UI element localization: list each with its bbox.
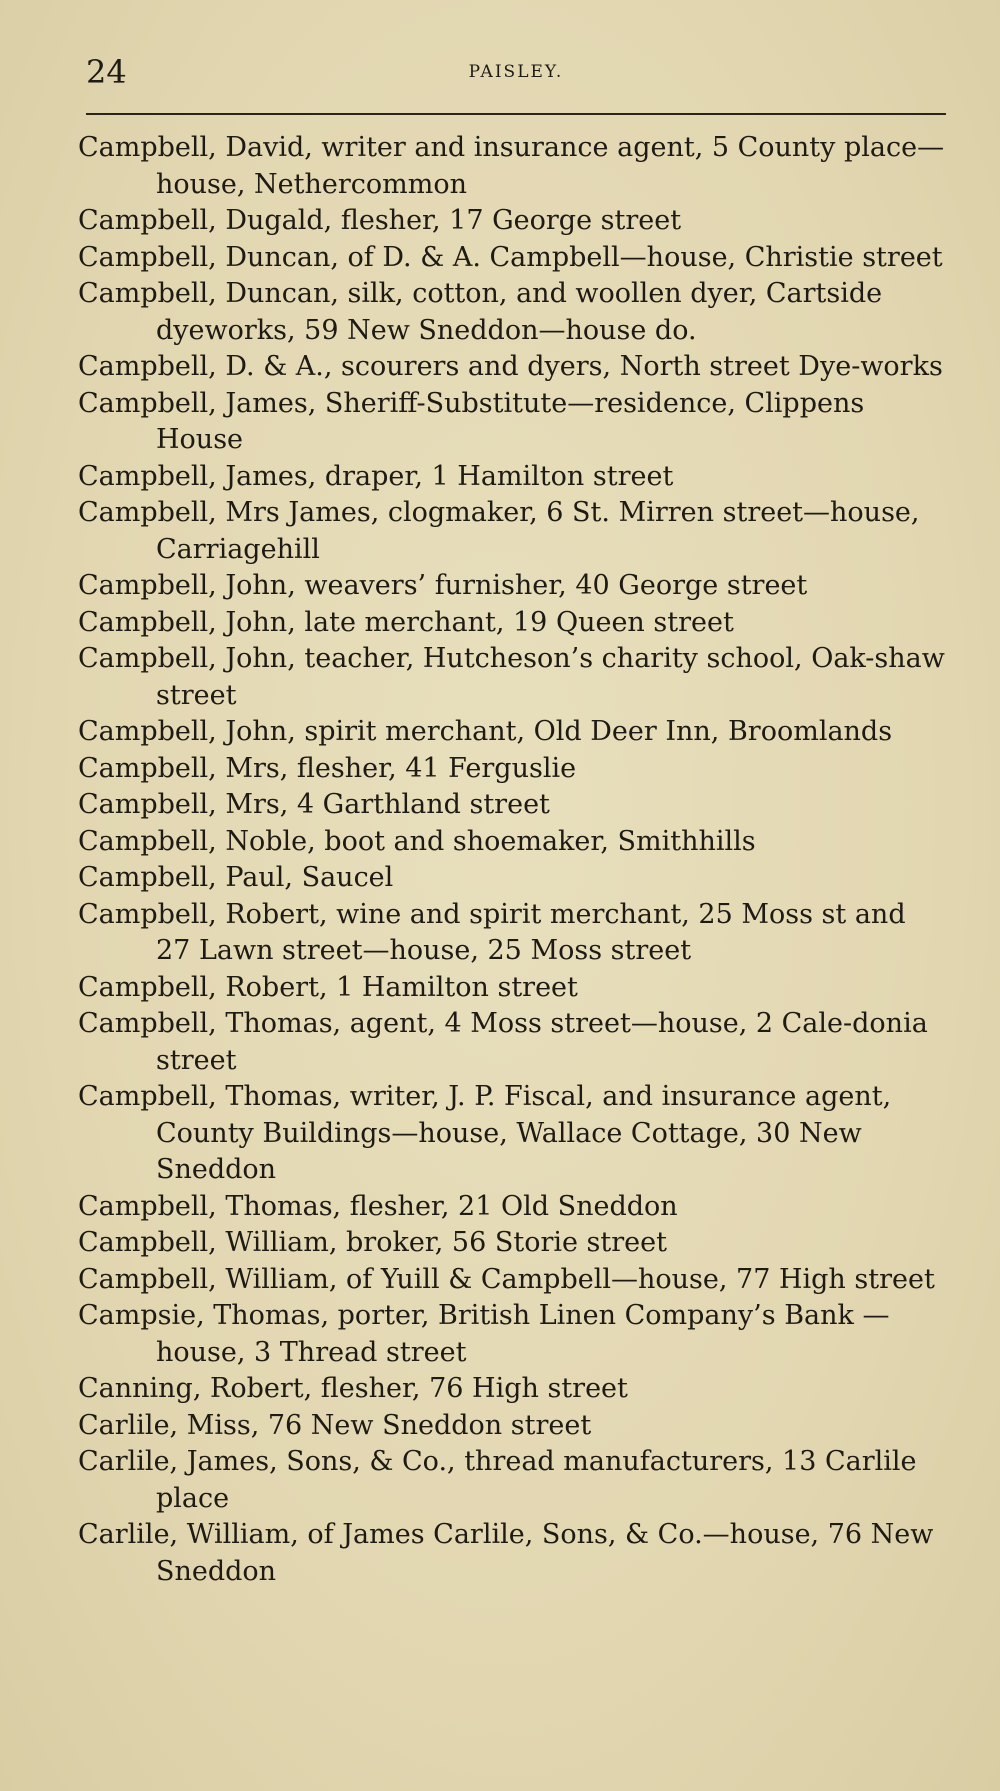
directory-entry: Campbell, Thomas, writer, J. P. Fiscal, and insurance agent, County Buildings—house, Wallace Cottage, 30 New Sneddon: [78, 1081, 892, 1185]
directory-entry: Carlile, William, of James Carlile, Sons, & Co.—house, 76 New Sneddon: [78, 1519, 934, 1587]
directory-entry: Campbell, Dugald, flesher, 17 George street: [78, 205, 682, 236]
directory-entry: Campbell, William, broker, 56 Storie street: [78, 1227, 667, 1258]
running-head: PAISLEY.: [468, 62, 564, 82]
directory-entry: Campbell, William, of Yuill & Campbell—house, 77 High street: [78, 1263, 935, 1295]
directory-entry: Campbell, John, teacher, Hutcheson’s charity school, Oak-shaw street: [78, 643, 945, 711]
directory-entry: Campbell, John, late merchant, 19 Queen street: [78, 606, 734, 638]
directory-entry: Campbell, Robert, 1 Hamilton street: [78, 971, 578, 1003]
directory-entry: Campbell, Paul, Saucel: [78, 862, 394, 893]
directory-entries: [78, 130, 948, 1590]
directory-entry: Campbell, John, spirit merchant, Old Deer Inn, Broomlands: [78, 716, 893, 747]
directory-entry: Campbell, Noble, boot and shoemaker, Smithhills: [78, 825, 756, 857]
directory-entry: Campbell, D. & A., scourers and dyers, North street Dye-works: [78, 351, 943, 382]
directory-entry: Campbell, Duncan, of D. & A. Campbell—house, Christie street: [78, 241, 943, 273]
header-rule: [86, 113, 946, 115]
directory-entry: Campbell, Robert, wine and spirit merchant, 25 Moss st and 27 Lawn street—house, 25 Moss street: [78, 898, 906, 966]
page-number: 24: [86, 53, 127, 91]
directory-entry: Campbell, Mrs, flesher, 41 Ferguslie: [78, 752, 577, 784]
directory-entry: Campbell, Thomas, agent, 4 Moss street—house, 2 Cale-donia street: [78, 1008, 928, 1076]
directory-entry: Campbell, Duncan, silk, cotton, and woollen dyer, Cartside dyeworks, 59 New Sneddon—house do.: [78, 278, 883, 346]
directory-entry: Campbell, James, draper, 1 Hamilton street: [78, 460, 674, 492]
directory-entry: Campbell, David, writer and insurance agent, 5 County place—house, Nethercommon: [78, 132, 945, 200]
directory-entry: Campsie, Thomas, porter, British Linen Company’s Bank —house, 3 Thread street: [78, 1300, 890, 1368]
directory-entry: Campbell, John, weavers’ furnisher, 40 George street: [78, 570, 808, 601]
directory-entry: Campbell, Mrs James, clogmaker, 6 St. Mirren street—house, Carriagehill: [78, 497, 920, 565]
directory-entry: Carlile, Miss, 76 New Sneddon street: [78, 1409, 592, 1441]
directory-entry: Campbell, Mrs, 4 Garthland street: [78, 789, 550, 820]
page-header: [86, 50, 946, 94]
directory-entry: Carlile, James, Sons, & Co., thread manufacturers, 13 Carlile place: [78, 1446, 917, 1514]
directory-entry: Campbell, James, Sheriff-Substitute—residence, Clippens House: [78, 387, 865, 455]
directory-entry: Campbell, Thomas, flesher, 21 Old Sneddon: [78, 1190, 678, 1222]
directory-entry: Canning, Robert, flesher, 76 High street: [78, 1373, 628, 1404]
